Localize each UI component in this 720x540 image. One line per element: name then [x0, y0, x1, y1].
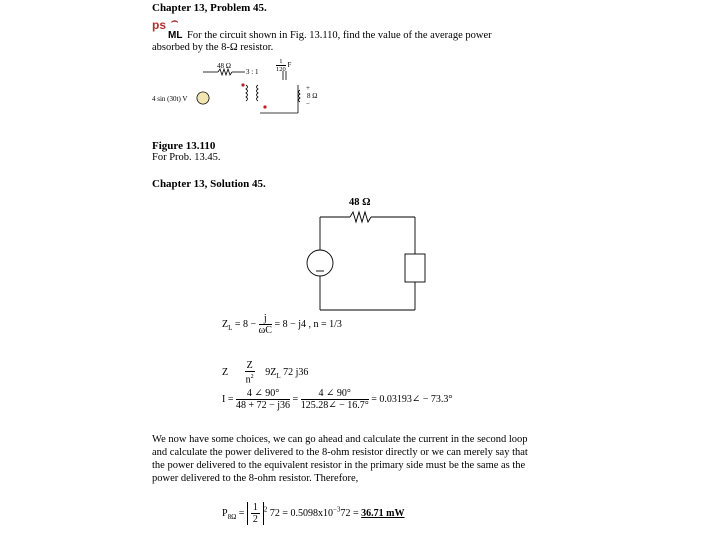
figure-caption-sub: For Prob. 13.45. — [152, 152, 221, 163]
current-equation: I = $\frac{4 \angle 90^\circ}{48 + 72 - j36}$ = $\frac{4 \angle 90^\circ}{125.28\angle - 16.7^\circ}$ = 0.03193∠ − 73.3° — [222, 388, 453, 411]
problem-heading: Chapter 13, Problem 45. — [152, 2, 267, 14]
fig-r48-label: 48 Ω — [217, 62, 231, 70]
equivalent-circuit — [295, 202, 435, 314]
z-reflected-equation: Z $\frac{Z}{n^2}$ $9Z_L$ 72 j36 — [222, 360, 309, 386]
fig-capacitor-label: $\frac{1}{120}$ F — [276, 58, 292, 73]
power-answer: 36.71 mW — [361, 507, 405, 519]
fig-plus-sign: + — [306, 84, 310, 92]
figure-caption-label: Figure 13.110 — [152, 140, 216, 152]
problem-statement-line1: For the circuit shown in Fig. 13.110, find the value of the average power — [187, 30, 492, 41]
logo-ps: ps — [152, 18, 167, 32]
equiv-r48-label: 48 Ω — [349, 197, 371, 208]
solution-paragraph-line4: power delivered to the 8-ohm resistor. Therefore, — [152, 473, 359, 484]
fig-turns-ratio-label: 3 : 1 — [246, 68, 259, 76]
fig-r8-label: 8 Ω — [307, 92, 318, 100]
pspice-logo — [152, 18, 166, 32]
circuit-figure-13-110 — [150, 55, 320, 130]
multisim-logo: ML — [168, 30, 183, 41]
fig-minus-sign: − — [306, 100, 310, 108]
power-equation: $P_{8\Omega}$ = $\frac{1}{2}$ $^2$ $72 = 0.5098x10^{-3}72 = 36.71$ mW — [222, 502, 405, 525]
solution-paragraph-line1: We now have some choices, we can go ahead and calculate the current in the second loop — [152, 434, 528, 445]
solution-heading: Chapter 13, Solution 45. — [152, 178, 266, 190]
solution-paragraph-line2: and calculate the power delivered to the 8-ohm resistor directly or we can merely say that — [152, 447, 528, 458]
zl-equation: $Z_L = 8$ − $\frac{j}{\omega C}$ = 8 − j4 , n = 1/3 — [222, 313, 342, 336]
fig-source-label: 4 sin (30t) V — [152, 95, 188, 103]
solution-paragraph-line3: the power delivered to the equivalent resistor in the primary side must be the same as the — [152, 460, 526, 471]
problem-statement-line2: absorbed by the 8-Ω resistor. — [152, 42, 274, 53]
logo-mark: ⌢ — [171, 15, 179, 27]
